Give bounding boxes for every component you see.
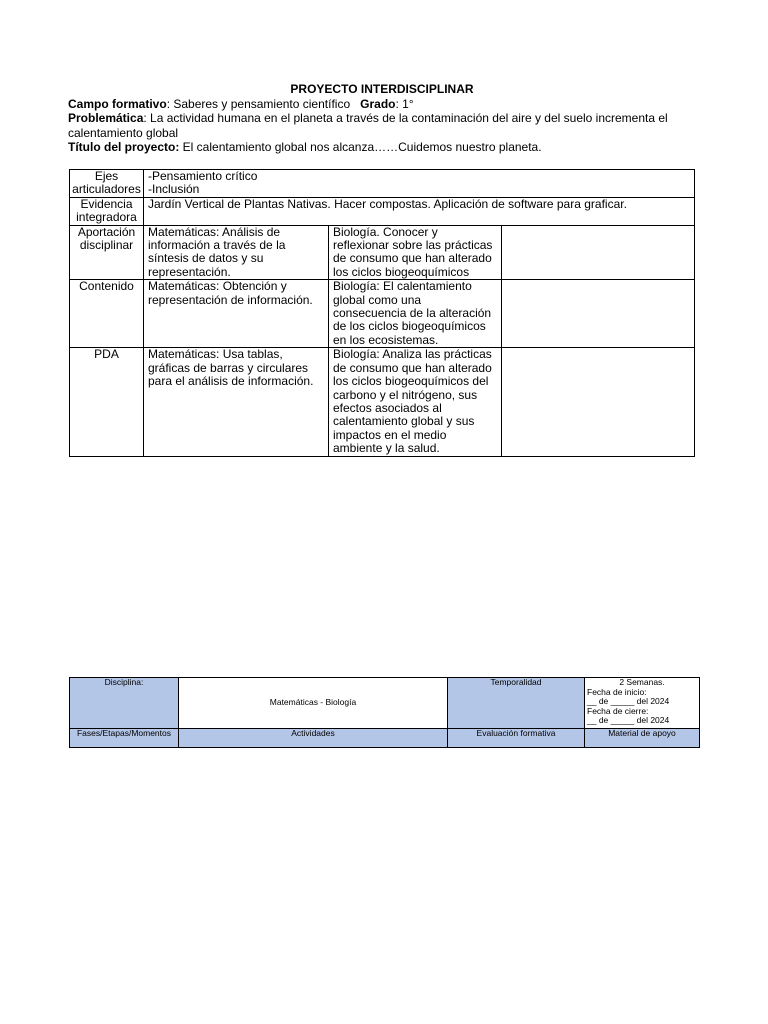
col-evaluacion: Evaluación formativa	[448, 729, 585, 748]
disciplina-label: Disciplina:	[70, 678, 179, 729]
titulo-label: Título del proyecto:	[68, 140, 180, 154]
evidencia-value: Jardín Vertical de Plantas Nativas. Hacer compostas. Aplicación de software para graficar.	[144, 197, 695, 225]
temporalidad-value	[585, 678, 700, 729]
planning-table	[69, 677, 700, 748]
ejes-line-2: -Inclusión	[148, 182, 200, 197]
aportacion-matematicas: Matemáticas: Análisis de información a través de la síntesis de datos y su representación.	[144, 225, 329, 280]
aportacion-label: Aportación disciplinar	[70, 225, 144, 280]
col-actividades: Actividades	[179, 729, 448, 748]
grado-value: : 1°	[395, 96, 414, 111]
temporalidad-label: Temporalidad	[448, 678, 585, 729]
pda-biologia: Biología: Analiza las prácticas de consumo que han alterado los ciclos biogeoquímicos del carbono y el nitrógeno, sus efectos asociados al calentamiento global y sus impactos en el medio ambiente y la salud.	[329, 348, 502, 456]
contenido-matematicas: Matemáticas: Obtención y representación de información.	[144, 280, 329, 348]
campo-formativo-line	[68, 97, 696, 112]
ejes-value	[144, 170, 695, 198]
document-title: PROYECTO INTERDISCIPLINAR	[290, 82, 474, 96]
pda-label: PDA	[70, 348, 144, 456]
col-material: Material de apoyo	[585, 729, 700, 748]
project-table	[69, 169, 695, 457]
semanas-text: 2 Semanas.	[619, 677, 665, 687]
aportacion-empty	[502, 225, 695, 280]
cierre-label: Fecha de cierre:	[587, 705, 649, 716]
table-row	[70, 678, 700, 729]
problematica-label: Problemática	[68, 111, 144, 125]
contenido-empty	[502, 280, 695, 348]
table-row	[70, 348, 695, 456]
inicio-value: __ de _____ del 2024	[587, 696, 670, 706]
cierre-value: __ de _____ del 2024	[587, 715, 670, 725]
titulo-line	[68, 140, 696, 155]
campo-label: Campo formativo	[68, 96, 167, 111]
inicio-label: Fecha de inicio:	[587, 686, 647, 697]
evidencia-label: Evidencia integradora	[70, 197, 144, 225]
grado-label: Grado	[360, 96, 396, 111]
problematica-value: : La actividad humana en el planeta a través de la contaminación del aire y del suelo incrementa el calentamiento global	[68, 111, 668, 140]
problematica-line	[68, 111, 696, 140]
table-row	[70, 225, 695, 280]
pda-matematicas: Matemáticas: Usa tablas, gráficas de barras y circulares para el análisis de información.	[144, 348, 329, 456]
col-fases: Fases/Etapas/Momentos	[70, 729, 179, 748]
table-row	[70, 197, 695, 225]
ejes-label: Ejes articuladores	[70, 170, 144, 198]
table-row	[70, 280, 695, 348]
ejes-line-1: -Pensamiento crítico	[148, 169, 258, 183]
campo-value: : Saberes y pensamiento científico	[166, 96, 351, 111]
aportacion-biologia: Biología. Conocer y reflexionar sobre las prácticas de consumo que han alterado los ciclos biogeoquímicos	[329, 225, 502, 280]
disciplina-value: Matemáticas - Biología	[179, 678, 448, 729]
table-row	[70, 729, 700, 748]
titulo-value: El calentamiento global nos alcanza……Cuidemos nuestro planeta.	[179, 140, 542, 154]
contenido-biologia: Biología: El calentamiento global como una consecuencia de la alteración de los ciclos biogeoquímicos en los ecosistemas.	[329, 280, 502, 348]
project-header	[68, 82, 696, 155]
table-row	[70, 170, 695, 198]
contenido-label: Contenido	[70, 280, 144, 348]
pda-empty	[502, 348, 695, 456]
